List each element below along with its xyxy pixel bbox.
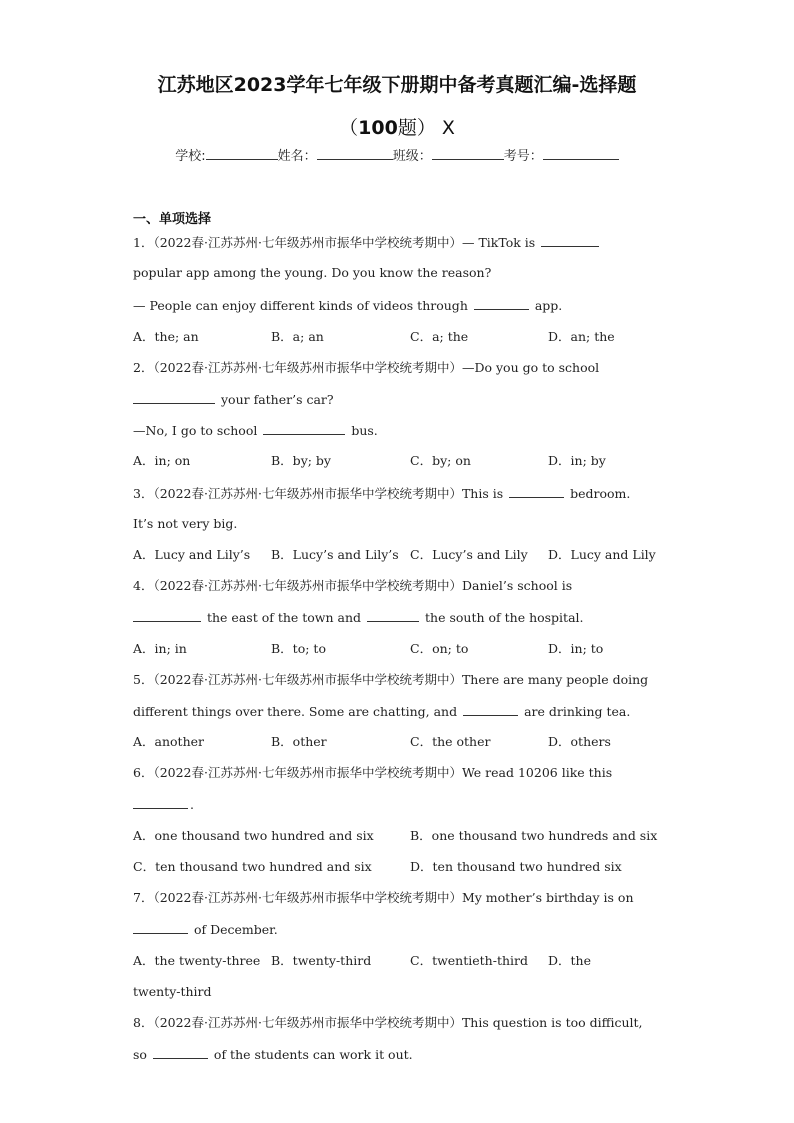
question-3-option-d[interactable]: D．Lucy and Lily — [548, 547, 656, 562]
exam-no-field[interactable] — [543, 145, 619, 160]
question-1-line2: popular app among the young. Do you know the reason? — [133, 265, 492, 280]
question-6-stem: 6．（2022春·江苏苏州·七年级苏州市振华中学校统考期中）We read 10206 like this — [133, 765, 613, 780]
school-field[interactable] — [206, 145, 278, 160]
question-4-option-a[interactable]: A．in; in — [133, 641, 187, 656]
question-2-option-a[interactable]: A．in; on — [133, 453, 191, 468]
document-title: 江苏地区2023学年七年级下册期中备考真题汇编-选择题 — [157, 74, 637, 96]
student-info-row — [0, 145, 794, 164]
answer-blank — [263, 422, 345, 435]
question-7-line2: of December. — [133, 921, 278, 938]
answer-blank — [541, 234, 599, 247]
name-label: 姓名： — [277, 149, 317, 164]
question-2-option-b[interactable]: B．by; by — [271, 453, 331, 468]
question-6-option-b[interactable]: B．one thousand two hundreds and six — [410, 828, 658, 843]
question-2-option-d[interactable]: D．in; by — [548, 453, 606, 468]
document-subtitle: （100题） X — [339, 117, 455, 139]
question-5-option-c[interactable]: C．the other — [410, 734, 491, 749]
question-6-option-a[interactable]: A．one thousand two hundred and six — [133, 828, 374, 843]
question-3-option-b[interactable]: B．Lucy’s and Lily’s — [271, 547, 399, 562]
question-1-option-d[interactable]: D．an; the — [548, 329, 615, 344]
exam-no-label: 考号： — [503, 149, 543, 164]
question-7-option-c[interactable]: C．twentieth-third — [410, 953, 528, 968]
question-2-line2: your father’s car? — [133, 391, 334, 408]
answer-blank — [463, 703, 518, 716]
question-3-stem: 3．（2022春·江苏苏州·七年级苏州市振华中学校统考期中）This is bedroom. — [133, 486, 631, 501]
answer-blank — [367, 609, 419, 622]
question-8-line2: so of the students can work it out. — [133, 1047, 413, 1062]
question-1-option-a[interactable]: A．the; an — [133, 329, 199, 344]
question-7-option-a[interactable]: A．the twenty-three — [133, 953, 261, 968]
answer-blank — [509, 485, 564, 498]
section-heading: 一、单项选择 — [133, 212, 212, 227]
question-4-stem: 4．（2022春·江苏苏州·七年级苏州市振华中学校统考期中）Daniel’s school is — [133, 578, 573, 593]
question-1-stem: 1．（2022春·江苏苏州·七年级苏州市振华中学校统考期中）— TikTok is — [133, 234, 601, 251]
question-4-option-b[interactable]: B．to; to — [271, 641, 326, 656]
question-4-option-d[interactable]: D．in; to — [548, 641, 604, 656]
name-field[interactable] — [317, 145, 393, 160]
question-6-line2: . — [133, 796, 194, 813]
answer-blank — [474, 297, 529, 310]
question-4-option-c[interactable]: C．on; to — [410, 641, 469, 656]
question-6-option-c[interactable]: C．ten thousand two hundred and six — [133, 859, 372, 874]
question-5-stem: 5．（2022春·江苏苏州·七年级苏州市振华中学校统考期中）There are many people doing — [133, 672, 649, 687]
answer-blank — [133, 921, 188, 934]
question-7-option-d[interactable]: D．the — [548, 953, 591, 968]
question-5-option-d[interactable]: D．others — [548, 734, 611, 749]
question-6-option-d[interactable]: D．ten thousand two hundred six — [410, 859, 622, 874]
class-label: 班级： — [392, 149, 432, 164]
question-3-line2: It’s not very big. — [133, 516, 238, 531]
question-1-line3: — People can enjoy different kinds of videos through app. — [133, 298, 563, 313]
answer-blank — [133, 609, 201, 622]
answer-blank — [133, 391, 215, 404]
question-5-option-a[interactable]: A．another — [133, 734, 205, 749]
school-label: 学校: — [175, 149, 206, 164]
question-8-stem: 8．（2022春·江苏苏州·七年级苏州市振华中学校统考期中）This question is too difficult, — [133, 1015, 643, 1030]
question-7-option-b[interactable]: B．twenty-third — [271, 953, 372, 968]
class-field[interactable] — [432, 145, 504, 160]
question-1-option-c[interactable]: C．a; the — [410, 329, 469, 344]
question-7-option-d-wrap: twenty-third — [133, 984, 212, 999]
question-5-line2: different things over there. Some are chatting, and are drinking tea. — [133, 704, 631, 719]
question-2-line3: —No, I go to school bus. — [133, 423, 378, 438]
question-3-option-a[interactable]: A．Lucy and Lily’s — [133, 547, 251, 562]
question-5-option-b[interactable]: B．other — [271, 734, 327, 749]
question-1-option-b[interactable]: B．a; an — [271, 329, 324, 344]
question-7-stem: 7．（2022春·江苏苏州·七年级苏州市振华中学校统考期中）My mother’s birthday is on — [133, 890, 634, 905]
question-2-option-c[interactable]: C．by; on — [410, 453, 471, 468]
answer-blank — [133, 796, 188, 809]
answer-blank — [153, 1046, 208, 1059]
question-4-line2: the east of the town and the south of the hospital. — [133, 609, 584, 626]
question-3-option-c[interactable]: C．Lucy’s and Lily — [410, 547, 528, 562]
question-2-stem: 2．（2022春·江苏苏州·七年级苏州市振华中学校统考期中）—Do you go to school — [133, 360, 600, 375]
